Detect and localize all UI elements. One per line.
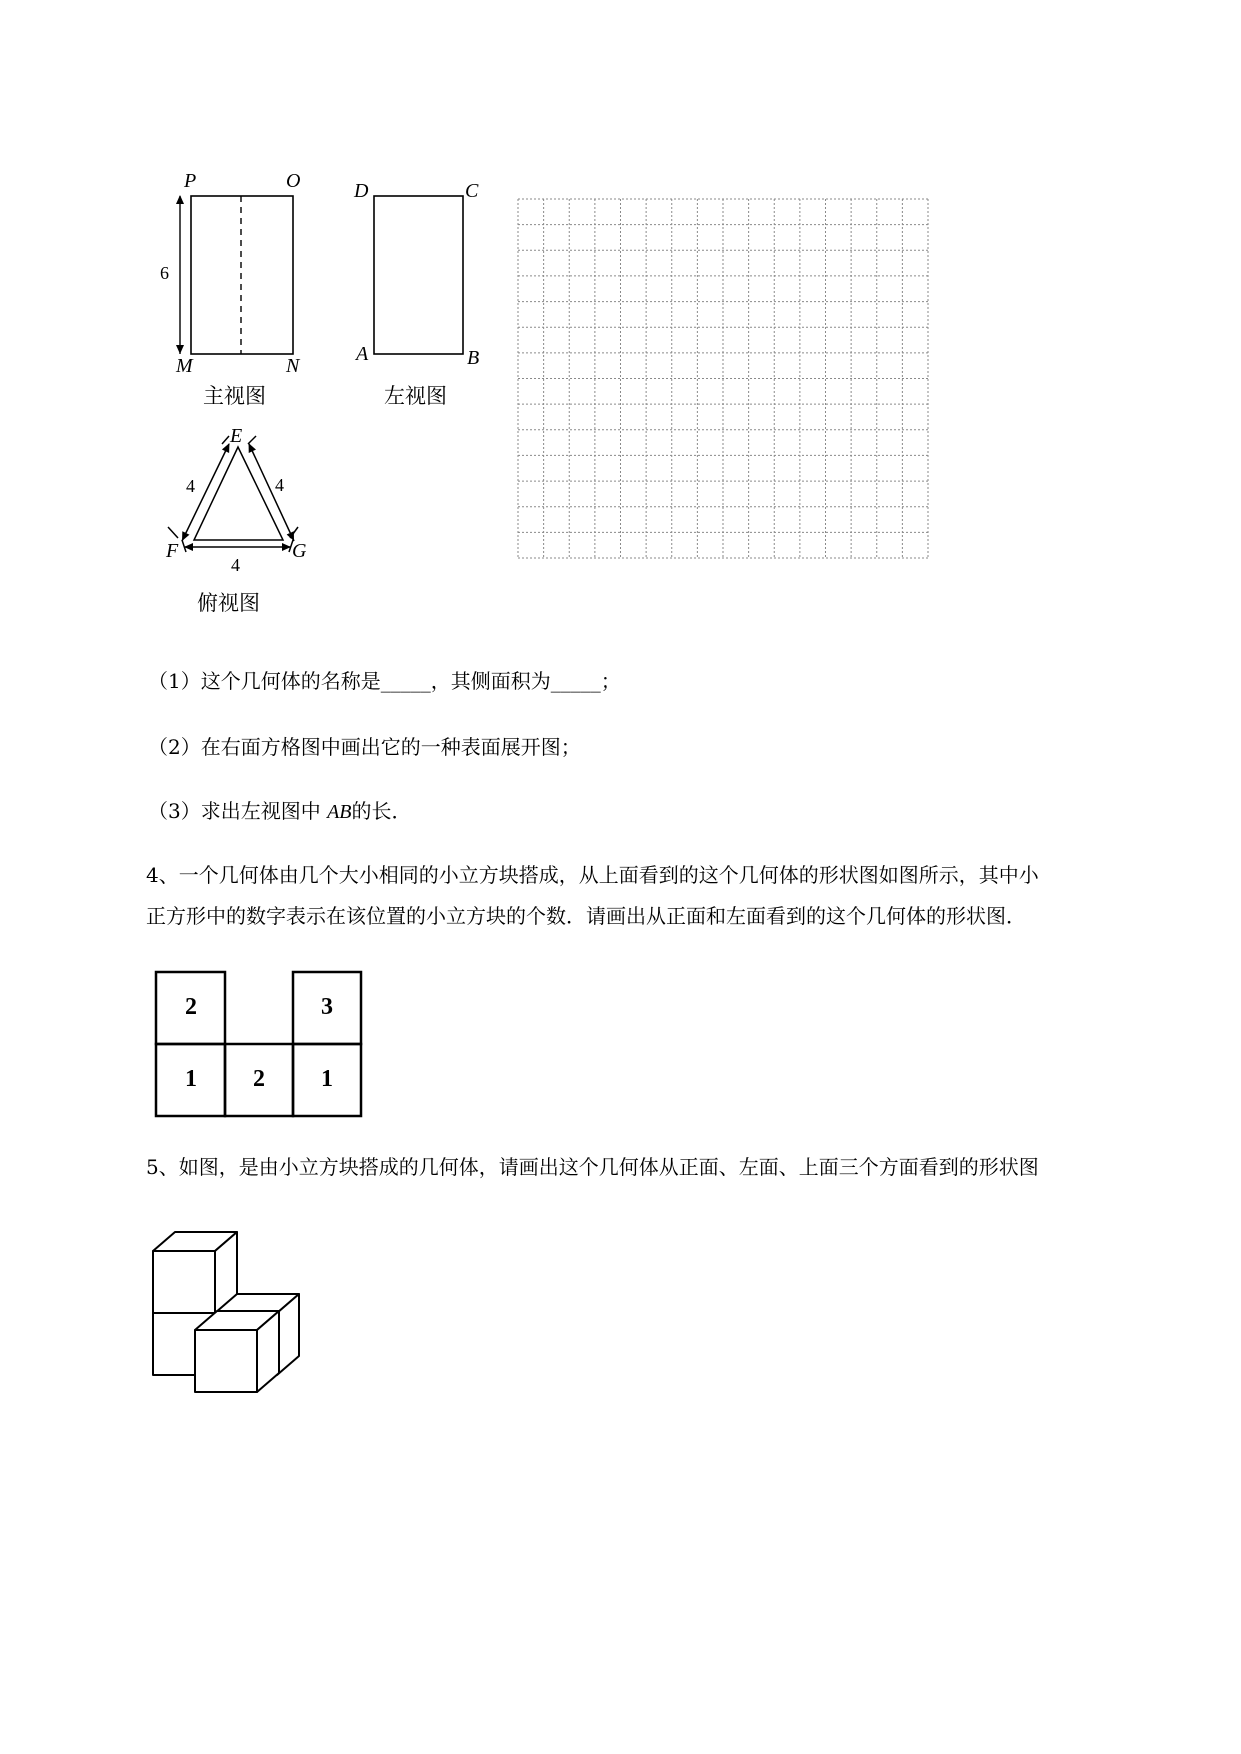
- top-view-caption: 俯视图: [197, 591, 260, 615]
- question-3-prefix: （3）求出左视图中: [148, 799, 328, 823]
- vertex-label-n: N: [286, 355, 300, 377]
- side-label-bottom: 4: [231, 555, 240, 575]
- question-3-suffix: 的长．: [351, 799, 412, 823]
- vertex-label-e: E: [230, 425, 243, 447]
- cube-count-r2c1: 1: [185, 1066, 197, 1092]
- vertex-label-c: C: [465, 180, 479, 202]
- vertex-label-d: D: [354, 180, 369, 202]
- vertex-label-f: F: [166, 540, 179, 562]
- vertex-label-g: G: [292, 540, 307, 562]
- cube-count-r1c1: 2: [185, 994, 197, 1020]
- front-view-drawing: [180, 196, 293, 354]
- cube-stack-drawing: [153, 1232, 299, 1392]
- vertex-label-o: O: [286, 170, 301, 192]
- height-label: 6: [160, 263, 169, 283]
- question-2: （2）在右面方格图中画出它的一种表面展开图；: [148, 735, 581, 759]
- vertex-label-b: B: [467, 347, 480, 369]
- side-label-right: 4: [275, 475, 284, 495]
- question-1: （1）这个几何体的名称是_____，其侧面积为_____；: [148, 669, 621, 693]
- left-view-caption: 左视图: [384, 384, 447, 408]
- grid-drawing: [518, 199, 928, 558]
- vertex-label-m: M: [176, 355, 193, 377]
- problem-4-line-1: 4、一个几何体由几个大小相同的小立方块搭成，从上面看到的这个几何体的形状图如图所示，其中小: [146, 863, 1039, 887]
- side-label-left: 4: [186, 476, 195, 496]
- question-3: [148, 801, 412, 822]
- problem-4-line-2: 正方形中的数字表示在该位置的小立方块的个数．请画出从正面和左面看到的这个几何体的形状图．: [146, 904, 1026, 928]
- problem-5: 5、如图，是由小立方块搭成的几何体，请画出这个几何体从正面、左面、上面三个方面看到的形状图: [146, 1155, 1039, 1179]
- question-3-variable: AB: [327, 801, 352, 823]
- cube-count-r2c3: 1: [321, 1066, 333, 1092]
- cube-count-r2c2: 2: [253, 1066, 265, 1092]
- vertex-label-p: P: [184, 170, 197, 192]
- cube-count-r1c3: 3: [321, 994, 333, 1020]
- vertex-label-a: A: [356, 343, 369, 365]
- left-view-drawing: [374, 196, 463, 354]
- front-view-caption: 主视图: [203, 384, 266, 408]
